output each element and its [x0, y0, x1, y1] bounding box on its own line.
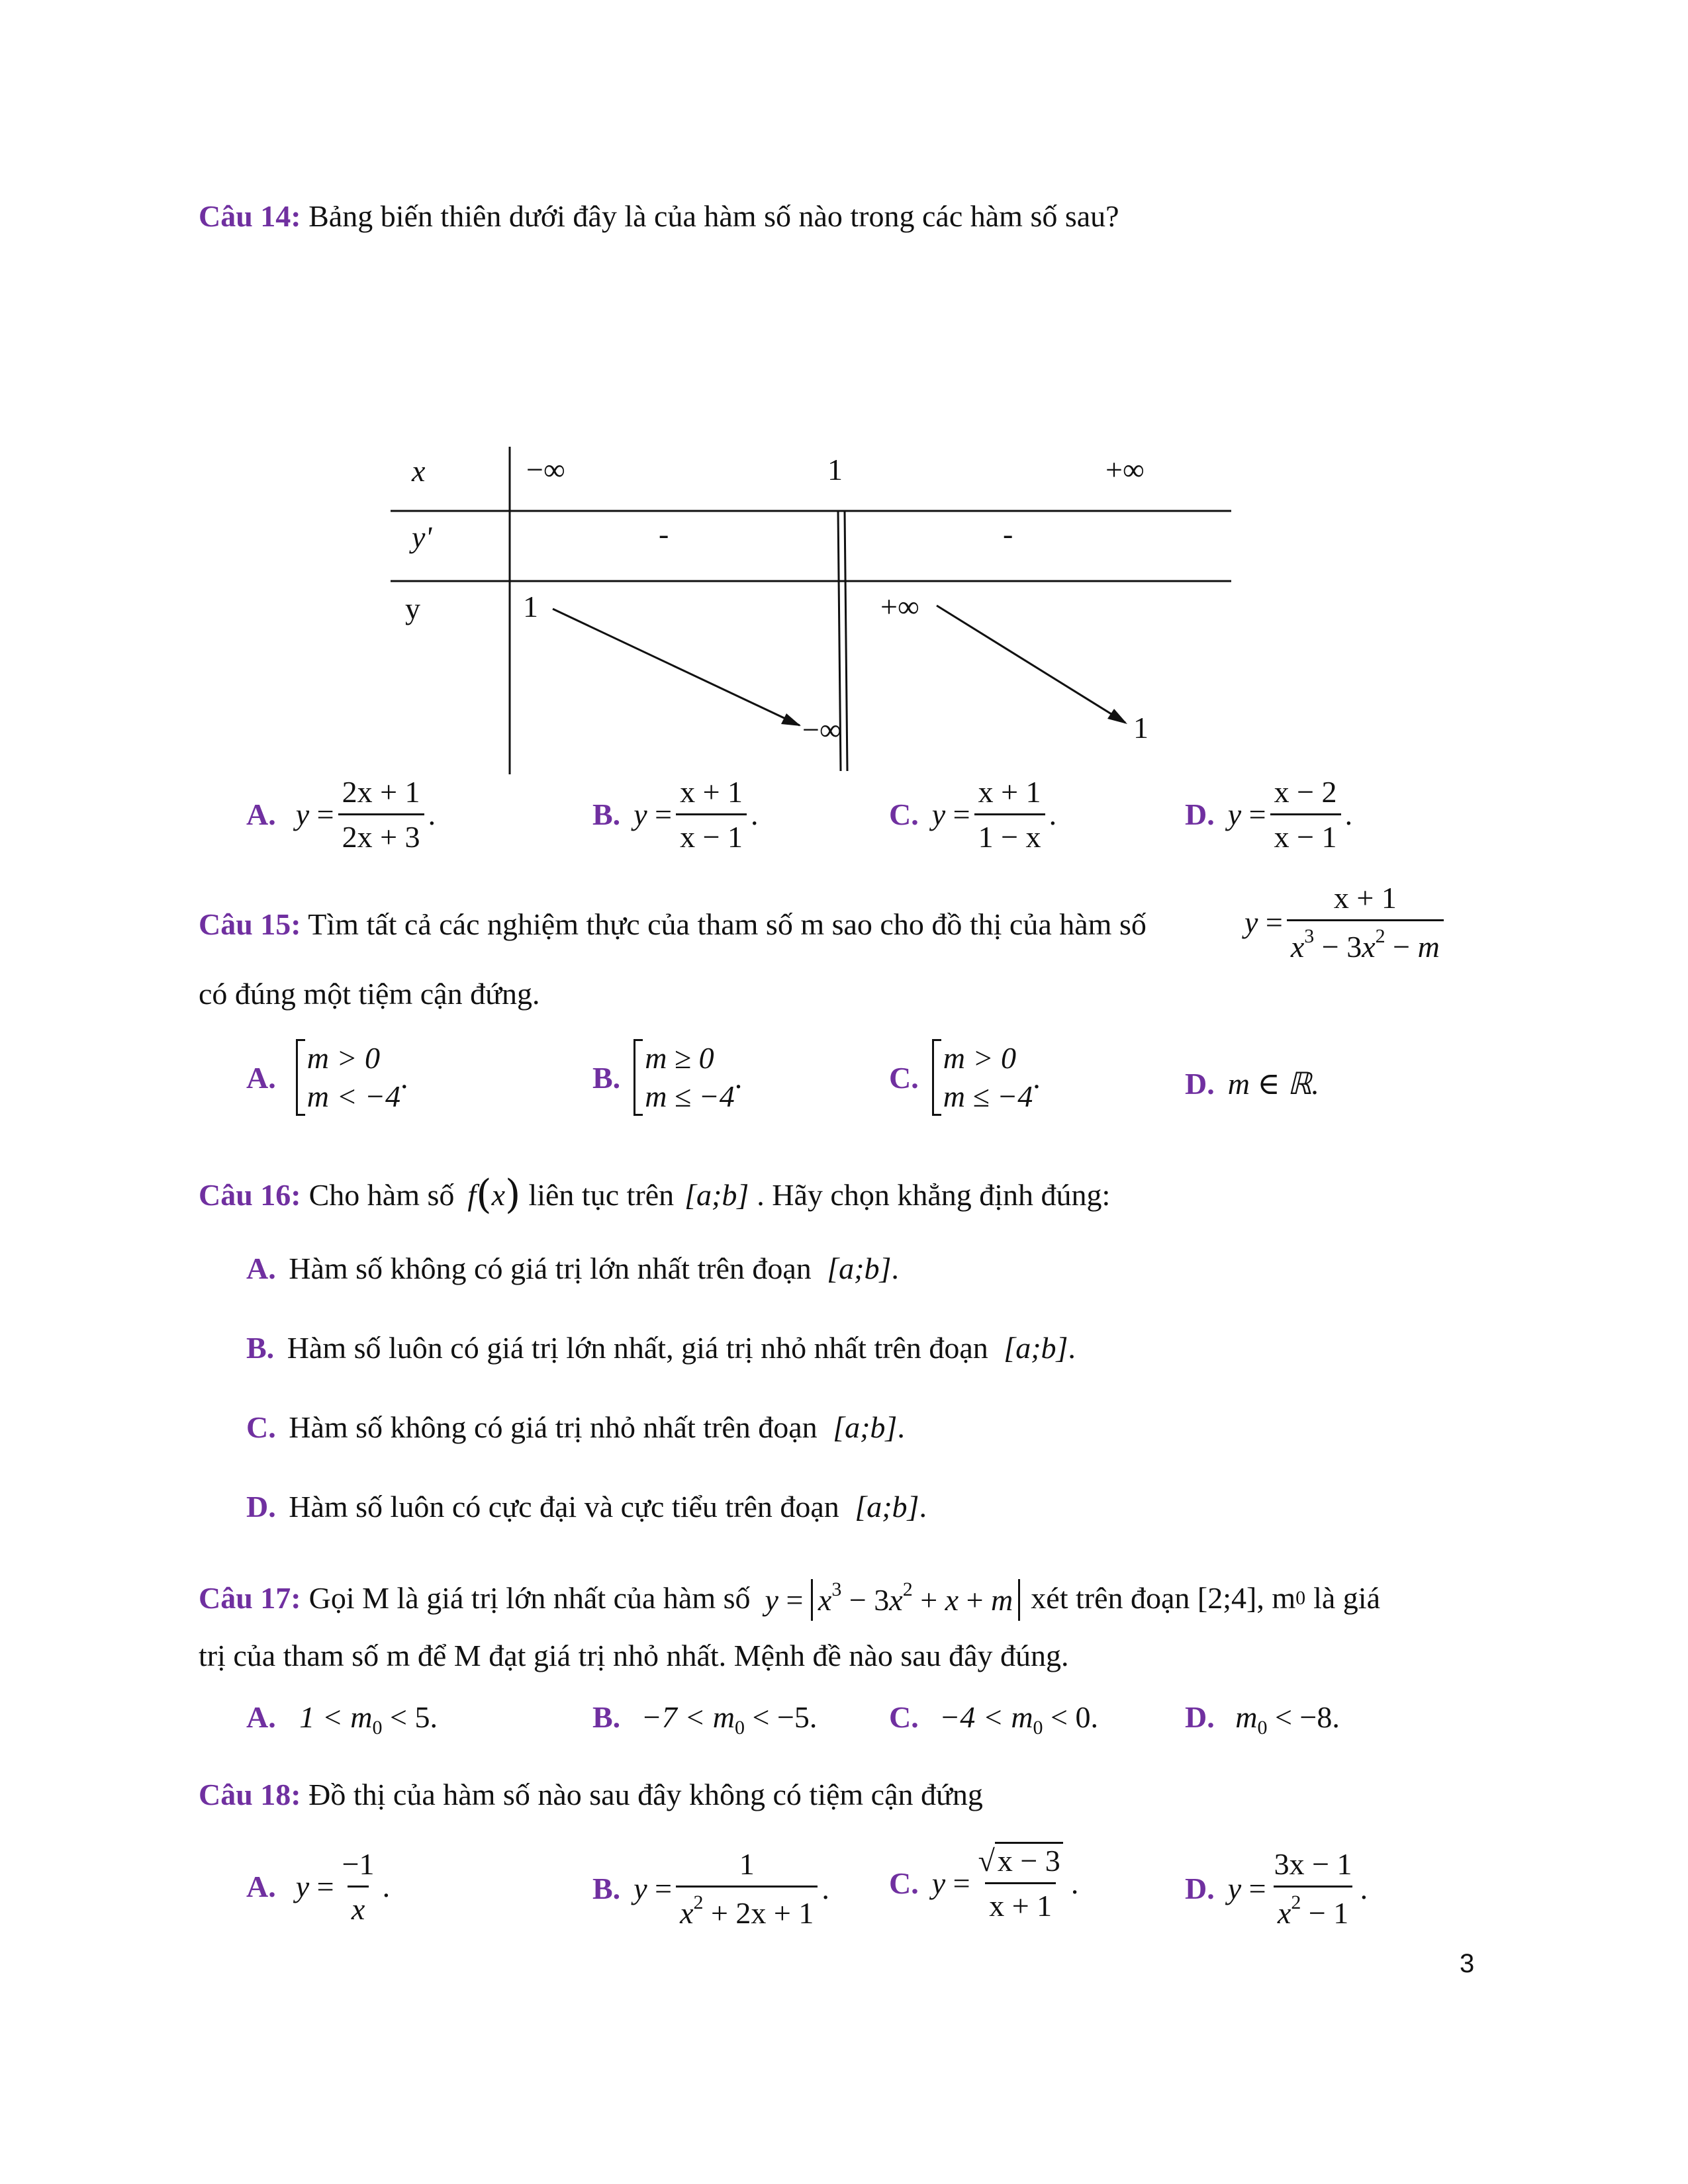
table-y-label: y — [405, 592, 420, 625]
table-yp-label: y' — [412, 520, 432, 554]
q17-text2: trị của tham số m để M đạt giá trị nhỏ nhất. Mệnh đề nào sau đây đúng. — [199, 1639, 1069, 1672]
q14-option-c[interactable]: C. y = $\frac{x + 1}{1 - x}$ . — [889, 775, 1057, 854]
q17-text-b: xét trên đoạn [2;4], m — [1031, 1581, 1296, 1615]
option-letter: C. — [889, 1700, 919, 1734]
condition-line-1: m > 0 — [306, 1041, 380, 1075]
q14-option-b[interactable]: B. y = $\frac{x + 1}{x - 1}$ . — [592, 775, 759, 854]
fraction-numerator: −1 — [342, 1847, 375, 1881]
q15-function: y = $\frac{x + 1}{x^3 - 3x^2 - m}$ — [1244, 880, 1448, 964]
table-y-right-top: +∞ — [880, 590, 919, 623]
q15-text: Tìm tất cả các nghiệm thực của tham số m sao cho đồ thị của hàm số — [308, 907, 1147, 941]
fraction-numerator: 2x + 1 — [342, 775, 420, 809]
q17-label: Câu 17: — [199, 1581, 301, 1615]
option-letter: C. — [889, 1060, 919, 1095]
option-letter: C. — [889, 1866, 919, 1900]
q17-option-d[interactable]: D. $m_0 < -8$. — [1185, 1700, 1340, 1739]
fraction-denominator: $x^2 - 1$ — [1274, 1886, 1352, 1931]
fraction-numerator: x − 2 — [1274, 775, 1337, 809]
table-x-neg-inf: −∞ — [526, 453, 565, 486]
option-text: Hàm số không có giá trị lớn nhất trên đoạn — [289, 1251, 812, 1285]
option-letter: D. — [1185, 797, 1215, 831]
q14-text: Bảng biến thiên dưới đây là của hàm số nào trong các hàm số sau? — [308, 199, 1119, 233]
option-letter: A. — [246, 1700, 276, 1734]
table-yp-right-sign: - — [1003, 517, 1013, 551]
q14-label: Câu 14: — [199, 199, 301, 233]
q18-option-c[interactable]: C. y = $\frac{√x - 3}{x + 1}$ . — [889, 1843, 1078, 1923]
condition-line-2: m < −4 — [306, 1079, 401, 1113]
fraction-denominator: $x^2 + 2x + 1$ — [676, 1886, 818, 1931]
q17-text-a: Gọi M là giá trị lớn nhất của hàm số — [308, 1581, 751, 1615]
option-text: Hàm số luôn có cực đại và cực tiểu trên đoạn — [289, 1490, 839, 1524]
fraction-numerator: x + 1 — [680, 775, 743, 809]
option-text: Hàm số luôn có giá trị lớn nhất, giá trị nhỏ nhất trên đoạn — [287, 1331, 988, 1365]
option-lhs: −7 < m — [641, 1700, 735, 1734]
q16-option-d[interactable]: D. Hàm số luôn có cực đại và cực tiểu trên đoạn [a;b]. — [246, 1490, 927, 1524]
table-x-one: 1 — [827, 453, 843, 486]
q15-stem — [199, 907, 1147, 942]
table-y-left-bottom: −∞ — [802, 713, 841, 747]
fraction-denominator: x + 1 — [985, 1882, 1056, 1923]
option-letter: B. — [592, 1872, 621, 1905]
option-interval: [a;b] — [1004, 1331, 1068, 1365]
q17-stem: Câu 17: Gọi M là giá trị lớn nhất của hàm số $y = x^3 - 3x^2 + x + m$ xét trên đoạn [2;4], m 0 là giá — [199, 1578, 1380, 1617]
condition-line-2: m ≤ −4 — [645, 1079, 735, 1113]
option-letter: D. — [1185, 1066, 1215, 1101]
option-letter: D. — [1185, 1700, 1215, 1734]
q15-option-a[interactable]: A. m > 0 m < −4 . — [246, 1039, 408, 1116]
option-lhs: −4 < m — [939, 1700, 1033, 1734]
option-letter: B. — [246, 1331, 275, 1365]
page-number: 3 — [1460, 1949, 1475, 1978]
option-letter: B. — [592, 1060, 621, 1095]
option-letter: A. — [246, 1251, 276, 1285]
q16-text-b: liên tục trên — [528, 1177, 675, 1212]
q16-function: f — [467, 1177, 477, 1212]
condition-line-2: m ≤ −4 — [943, 1079, 1033, 1113]
q14-option-d[interactable]: D. y = $\frac{x - 2}{x - 1}$ . — [1185, 775, 1353, 854]
fraction-numerator: x + 1 — [978, 775, 1041, 809]
q16-text-c: . Hãy chọn khẳng định đúng: — [757, 1177, 1111, 1212]
q16-text-a: Cho hàm số — [308, 1177, 455, 1212]
q18-text: Đồ thị của hàm số nào sau đây không có tiệm cận đứng — [308, 1778, 983, 1811]
option-letter: D. — [1185, 1872, 1215, 1905]
table-y-left-top: 1 — [523, 590, 538, 623]
q17-function: $y = x^3 - 3x^2 + x + m$ — [765, 1578, 1021, 1617]
q16-option-c[interactable]: C. Hàm số không có giá trị nhỏ nhất trên đoạn [a;b]. — [246, 1410, 905, 1444]
condition-line-1: m ≥ 0 — [645, 1041, 714, 1075]
option-letter: C. — [889, 797, 919, 831]
q17-text-c: là giá — [1313, 1581, 1381, 1615]
q17-option-c[interactable]: C. $-4 < m_0 < 0$. — [889, 1700, 1098, 1739]
option-lhs: 1 < m — [299, 1700, 373, 1734]
table-x-pos-inf: +∞ — [1105, 453, 1145, 486]
fraction-numerator — [974, 1843, 1067, 1882]
option-letter: B. — [592, 1700, 621, 1734]
fraction-denominator-rest: − 1 — [1308, 1896, 1349, 1930]
option-rhs: < 0. — [1051, 1700, 1098, 1734]
fraction-denominator: x − 1 — [1270, 813, 1341, 854]
table-x-label: x — [412, 454, 426, 488]
option-letter: A. — [246, 1060, 276, 1095]
fraction-denominator-rest: + 2x + 1 — [710, 1896, 814, 1930]
q16-stem: Câu 16: Cho hàm số f ( x ) liên tục trên [a;b] . Hãy chọn khẳng định đúng: — [199, 1171, 1111, 1218]
q18-label: Câu 18: — [199, 1778, 301, 1811]
option-rhs: < 5. — [390, 1700, 438, 1734]
fraction-denominator: 1 − x — [974, 813, 1045, 854]
sqrt-icon: √ — [978, 1844, 995, 1878]
option-interval: [a;b] — [855, 1490, 919, 1524]
option-lhs: m — [1235, 1700, 1258, 1734]
q15-label: Câu 15: — [199, 907, 301, 941]
fraction-numerator: x + 1 — [1333, 881, 1397, 915]
q18-option-d[interactable]: D. y = $\frac{3x - 1}{x^2 - 1}$ . — [1185, 1847, 1368, 1930]
q16-label: Câu 16: — [199, 1177, 301, 1212]
q15-option-d[interactable] — [1185, 1066, 1319, 1101]
option-rhs: < −5. — [752, 1700, 818, 1734]
condition-line-1: m > 0 — [943, 1041, 1016, 1075]
option-interval: [a;b] — [833, 1410, 898, 1444]
q18-option-a[interactable]: A. y = $\frac{-1}{x}$ . — [246, 1847, 391, 1926]
option-expression: m ∈ ℝ. — [1227, 1067, 1319, 1101]
fraction-denominator: $x^3 - 3x^2 - m$ — [1287, 919, 1444, 964]
q14-stem — [199, 199, 1119, 234]
fraction-denominator: 2x + 3 — [338, 813, 424, 854]
q16-option-b[interactable]: B. Hàm số luôn có giá trị lớn nhất, giá trị nhỏ nhất trên đoạn [a;b]. — [246, 1331, 1076, 1365]
sqrt-radicand: x − 3 — [995, 1842, 1063, 1878]
q15-option-b[interactable]: B. m ≥ 0 m ≤ −4 . — [592, 1039, 742, 1116]
option-letter: C. — [246, 1410, 276, 1444]
table-y-right-bottom: 1 — [1133, 711, 1149, 745]
option-rhs: < −8. — [1274, 1700, 1340, 1734]
q15-text2: có đúng một tiệm cận đứng. — [199, 977, 540, 1011]
option-letter: A. — [246, 797, 276, 831]
fraction-denominator: x − 1 — [676, 813, 747, 854]
option-letter: B. — [592, 797, 621, 831]
q16-option-a[interactable]: A. Hàm số không có giá trị lớn nhất trên đoạn [a;b]. — [246, 1251, 899, 1285]
fraction-numerator: 3x − 1 — [1274, 1847, 1352, 1881]
q14-option-a[interactable]: A. y = $\frac{2x + 1}{2x + 3}$ . — [246, 775, 436, 854]
fraction-denominator: x — [348, 1886, 369, 1927]
option-text: Hàm số không có giá trị nhỏ nhất trên đoạn — [289, 1410, 818, 1444]
q15-option-c[interactable]: C. m > 0 m ≤ −4 . — [889, 1039, 1041, 1116]
table-yp-left-sign: - — [659, 517, 669, 551]
q17-option-a[interactable]: A. $1 < m_0 < 5$. — [246, 1700, 438, 1739]
fraction-numerator: 1 — [739, 1847, 755, 1881]
q18-option-b[interactable]: B. y = $\frac{1}{x^2 + 2x + 1}$ . — [592, 1847, 829, 1930]
option-interval: [a;b] — [827, 1251, 892, 1285]
option-letter: D. — [246, 1490, 276, 1524]
q17-option-b[interactable]: B. $-7 < m_0 < -5$. — [592, 1700, 818, 1739]
q16-interval: [a;b] — [684, 1177, 749, 1212]
q18-stem — [199, 1777, 983, 1812]
option-letter: A. — [246, 1870, 276, 1903]
